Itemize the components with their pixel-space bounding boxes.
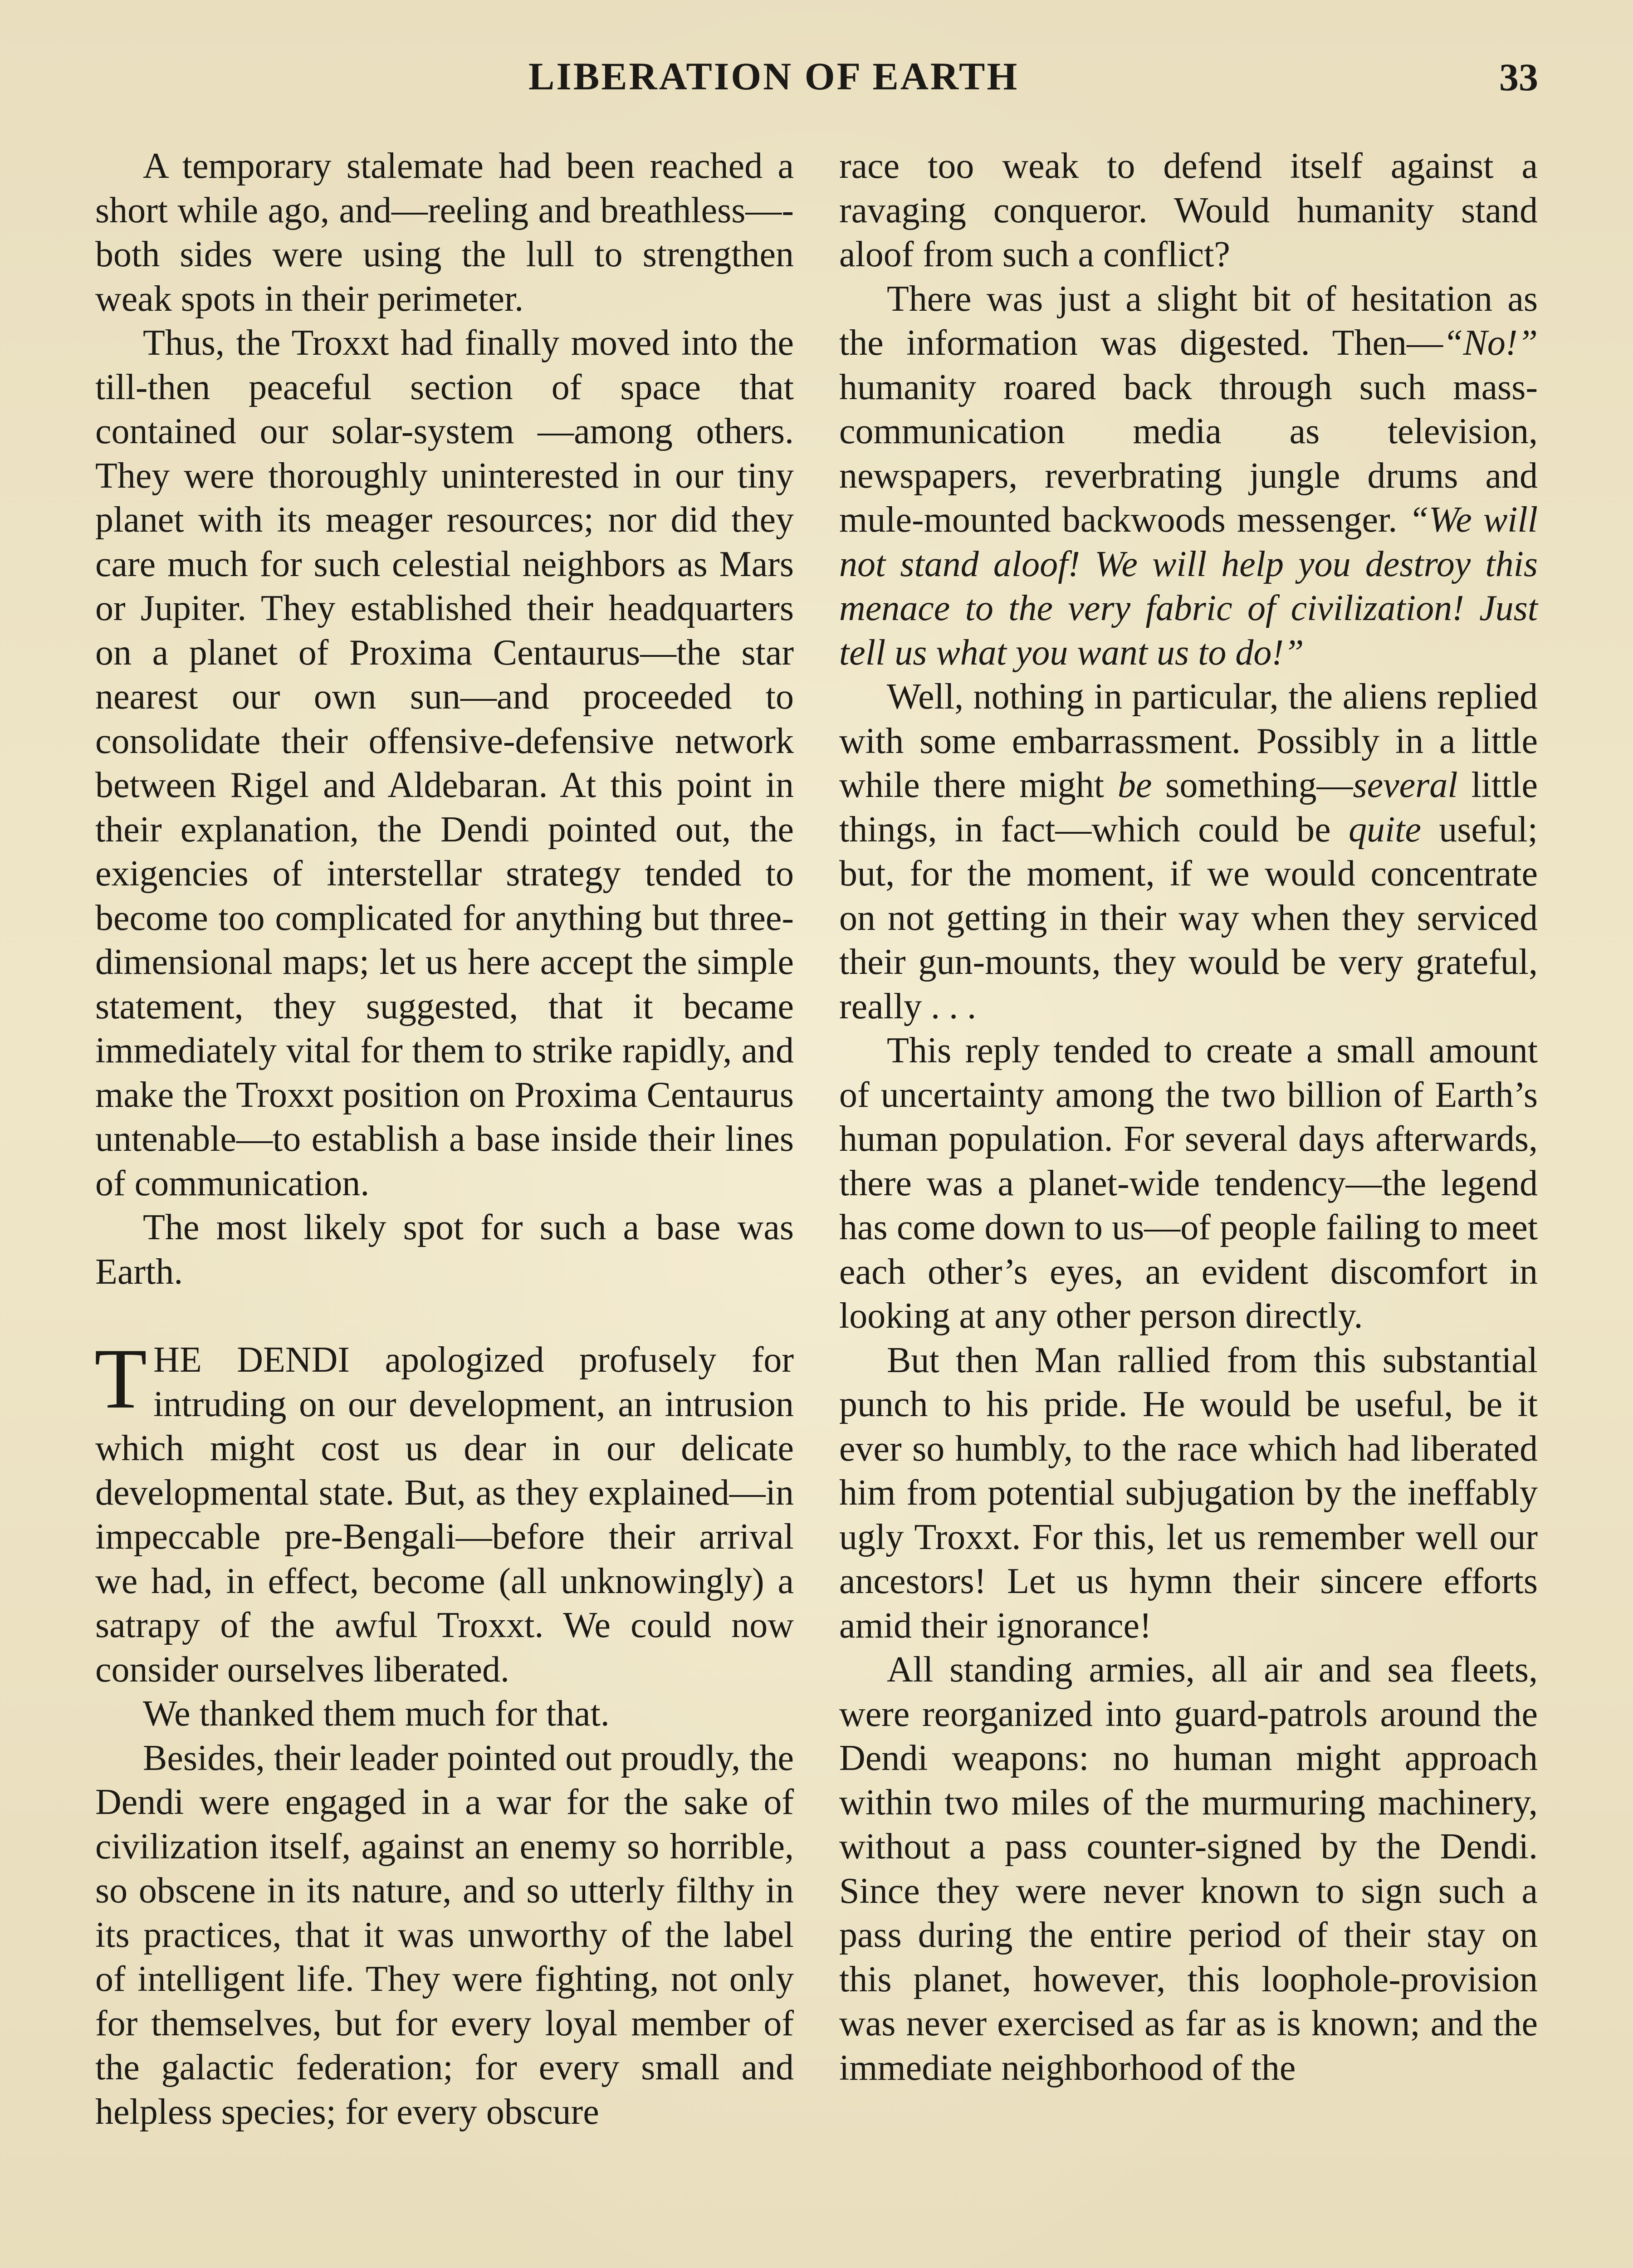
text-run: There was just a slight bit of hesitation as the information was digested. Then— xyxy=(839,279,1538,363)
paragraph: All standing armies, all air and sea fleets, were reorganized into guard-patrols around the Dendi weapons: no human might approach within two miles of the murmuring machinery, without a pass counter-signed by the Dendi. Since they were never known to sign such a pass during the entire period of their stay on this planet, however, this loophole-provision was never exercised as far as is known; and the immediate neighborhood of the xyxy=(839,1650,1538,2088)
paragraph: But then Man rallied from this substantial punch to his pride. He would be useful, be it ever so humbly, to the race which had liberated him from potential subjugation by the ineffably ugly Troxxt. For this, let us remember well our ancestors! Let us hymn their sincere efforts amid their ignorance! xyxy=(839,1340,1538,1646)
text-run: useful; but, for the moment, if we would concentrate on not getting in their way when they serviced their gun-mounts, they would be very grateful, really . . . xyxy=(839,809,1538,1026)
continued-paragraph: race too weak to defend itself against a ravaging conqueror. Would humanity stand aloof from such a conflict? xyxy=(839,146,1538,274)
paragraph: This reply tended to create a small amount of uncertainty among the two billion of Earth’s human population. For several days afterwards, there was a planet-wide tendency—the legend has come down to us—of people failing to meet each other’s eyes, an evident discomfort in looking at any other person directly. xyxy=(839,1031,1538,1336)
emphasis-quote: “We will not stand aloof! We will help you destroy this menace to the very fabric of civilization! Just tell us what you want us to do!” xyxy=(839,500,1538,673)
emphasis: “No!” xyxy=(1443,323,1538,363)
left-column xyxy=(95,144,794,2134)
right-column xyxy=(839,144,1538,2090)
paragraph xyxy=(839,675,1538,1029)
paragraph: Thus, the Troxxt had finally moved into the till-then peaceful section of space that contained our solar-system —among others. They were thoroughly uninterested in our tiny planet with its meager resources; nor did they care much for such celestial neighbors as Mars or Jupiter. They established their headquarters on a planet of Proxima Centaurus—the star nearest our own sun—and proceeded to consolidate their offensive-defensive network between Rigel and Aldebaran. At this point in their explanation, the Dendi pointed out, the exigencies of interstellar strategy tended to become too complicated for anything but three-dimensional maps; let us here accept the simple statement, they suggested, that it became immediately vital for them to strike rapidly, and make the Troxxt position on Proxima Centaurus untenable—to establish a base inside their lines of communication. xyxy=(95,323,794,1203)
paragraph: We thanked them much for that. xyxy=(143,1694,610,1734)
paragraph: A temporary stalemate had been reached a short while ago, and—reeling and breathless—-both sides were using the lull to strengthen weak spots in their perimeter. xyxy=(95,146,794,319)
paragraph: Besides, their leader pointed out proudly, the Dendi were engaged in a war for the sake of civilization itself, against an enemy so horrible, so obscene in its nature, and so utterly filthy in its practices, that it was unworthy of the label of intelligent life. They were fighting, not only for themselves, but for every loyal member of the galactic federation; for every small and helpless species; for every obscure xyxy=(95,1738,794,2132)
emphasis: quite xyxy=(1348,809,1421,850)
running-title: LIBERATION OF EARTH xyxy=(528,54,1019,98)
paragraph-text: HE DENDI apologized profusely for intruding on our development, an intrusion which might cost us dear in our delicate developmental state. But, as they explained—in impeccable pre-Bengali—before their arrival we had, in effect, become (all unknowingly) a satrapy of the awful Troxxt. We could now consider ourselves liberated. xyxy=(95,1340,794,1690)
drop-cap: T xyxy=(94,1331,147,1427)
text-run: Well, nothing in particular, the aliens replied with some embarrassment. Possibly in a little while there might xyxy=(839,677,1538,805)
text-run: something— xyxy=(1152,765,1353,805)
text-run: humanity roared back through such mass-communication media as television, newspapers, reverbrating jungle drums and mule-mounted backwoods messenger. xyxy=(839,367,1538,540)
emphasis: be xyxy=(1117,765,1152,805)
text-run: little things, in fact—which could be xyxy=(839,765,1538,850)
emphasis: several xyxy=(1353,765,1458,805)
paragraph: The most likely spot for such a base was Earth. xyxy=(95,1207,794,1292)
paragraph xyxy=(839,277,1538,675)
page-number: 33 xyxy=(1499,55,1538,99)
section-opening-paragraph xyxy=(94,1331,794,1692)
